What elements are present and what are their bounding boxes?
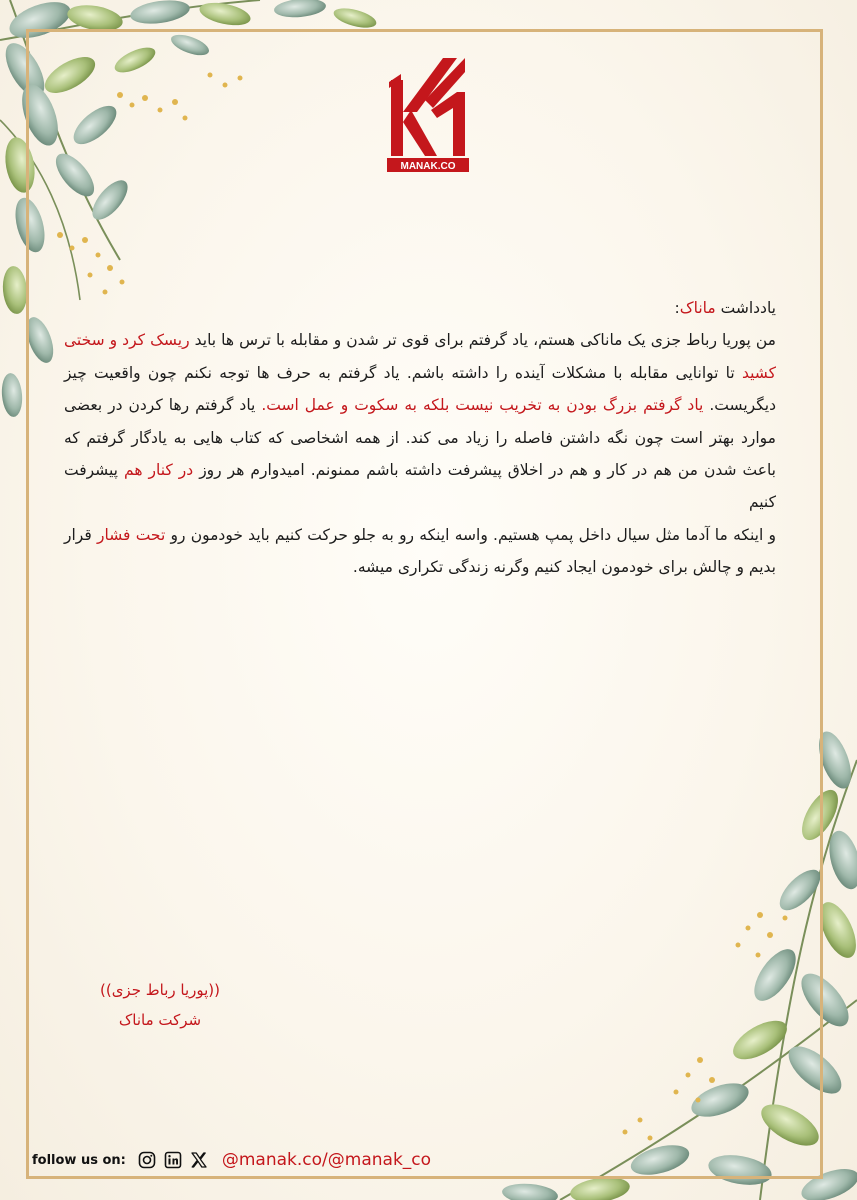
heading-prefix: یادداشت (720, 299, 776, 317)
instagram-icon[interactable] (138, 1151, 156, 1169)
text-run: و اینکه ما آدما مثل سیال داخل پمپ هستیم. واسه اینکه رو به جلو حرکت کنیم باید خودمون رو (165, 525, 776, 544)
highlight-text: در کنار هم (124, 461, 194, 480)
note-paragraph-2 (64, 519, 776, 584)
note-body (64, 292, 776, 584)
heading-name: ماناک (679, 299, 716, 317)
signature-company: شرکت ماناک (118, 1011, 202, 1029)
linkedin-icon[interactable] (164, 1151, 182, 1169)
signature-block (70, 975, 250, 1035)
logo-wordmark: MANAK.CO (400, 161, 456, 172)
heading-suffix: : (674, 299, 680, 317)
manak-logo (385, 52, 471, 176)
note-paragraph-1 (64, 324, 776, 518)
signature-name: ((پوریا رباط جزی)) (99, 981, 220, 999)
note-heading (64, 292, 776, 324)
text-run: من پوریا رباط جزی یک ماناکی هستم، یاد گرفتم برای قوی تر شدن و مقابله با ترس ها باید (189, 331, 776, 350)
text-run: قرار بدیم و چالش برای خودمون ایجاد کنیم وگرنه زندگی تکراری میشه. (64, 525, 776, 577)
x-icon[interactable] (190, 1151, 208, 1169)
text-run: تا توانایی مقابله با مشکلات آینده را داشته باشم. یاد گرفتم به حرف ها توجه نکنم چون واقعیت چیز دیگریست. (64, 363, 776, 415)
highlight-text: ریسک کرد و سختی کشید (64, 331, 776, 382)
highlight-text: یاد گرفتم بزرگ بودن به تخریب نیست بلکه به سکوت و عمل است. (261, 396, 704, 415)
highlight-text: تحت فشار (97, 525, 166, 544)
social-handle-link[interactable]: @manak.co/@manak_co (221, 1150, 432, 1170)
footer-social (32, 1148, 431, 1172)
text-run: پیشرفت کنیم (64, 461, 776, 512)
follow-label: follow us on: (32, 1152, 126, 1168)
text-run: یاد گرفتم رها کردن در بعضی موارد بهتر است چون نگه داشتن فاصله را زیاد می کند. از همه اشخاصی که کتاب هایی به یادگار گرفتم که باعث شدن من هم در کار و هم در اخلاق پیشرفت داشته باشم ممنونم. امیدوارم هر روز (64, 396, 776, 480)
